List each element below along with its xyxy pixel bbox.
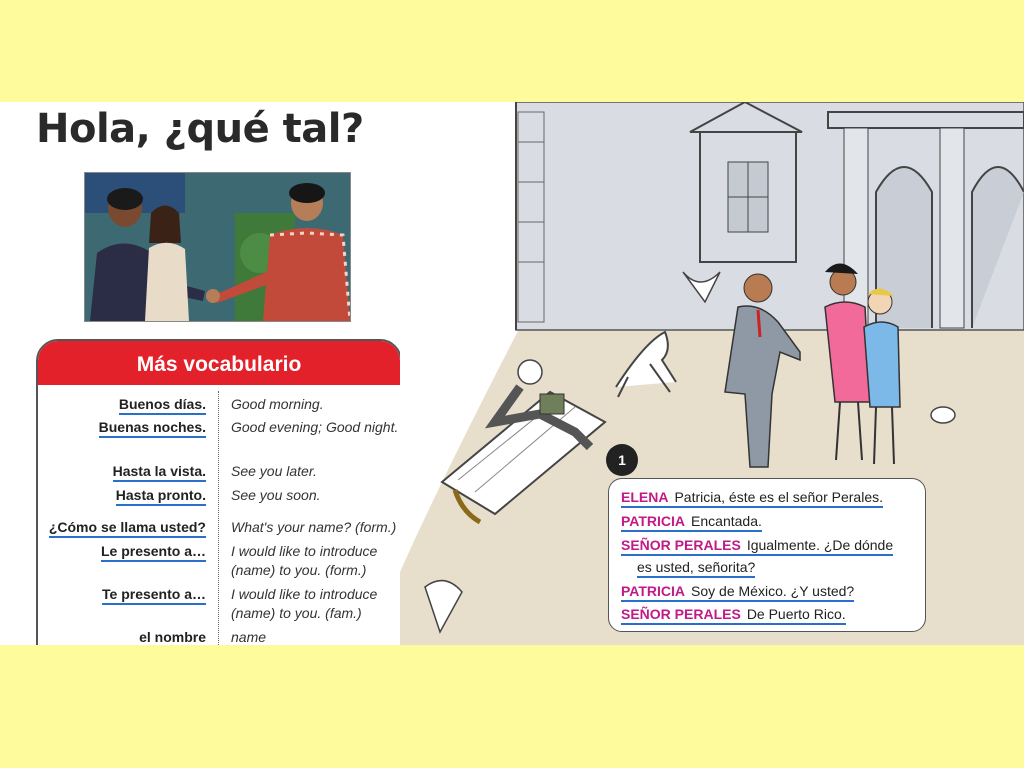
page-title: Hola, ¿qué tal?: [36, 106, 364, 152]
vocab-spanish: Te presento a…: [102, 586, 206, 605]
dialog-speaker: SEÑOR PERALES: [621, 606, 741, 622]
dialog-speaker: SEÑOR PERALES: [621, 537, 741, 553]
dialog-line-continuation: [637, 559, 755, 575]
vocab-english: I would like to introduce (name) to you. (form.): [231, 543, 378, 578]
textbook-page: [0, 102, 1024, 645]
vocab-spanish: Buenos días.: [119, 396, 206, 415]
dialog-number-badge: 1: [606, 444, 638, 476]
vocab-english: Good evening; Good night.: [231, 419, 399, 435]
vocab-spanish: Hasta pronto.: [116, 487, 206, 506]
vocab-english: See you later.: [231, 463, 317, 479]
greeting-photo: [84, 172, 351, 322]
dialog-line: [621, 537, 893, 553]
dialog-text: Encantada.: [691, 513, 762, 529]
vocab-english: I would like to introduce (name) to you. (fam.): [231, 586, 378, 621]
dialog-box: [608, 478, 926, 632]
vocabulary-divider: [218, 391, 219, 645]
vocabulary-header: Más vocabulario: [38, 341, 400, 385]
vocab-spanish: ¿Cómo se llama usted?: [49, 519, 206, 538]
dialog-text: De Puerto Rico.: [746, 606, 846, 622]
dialog-text: Igualmente. ¿De dónde: [746, 537, 894, 553]
dialog-text: Patricia, éste es el señor Perales.: [674, 489, 883, 505]
vocab-english: name: [231, 629, 267, 645]
vocab-english: What's your name? (form.): [231, 519, 397, 535]
vocab-spanish: Buenas noches.: [99, 419, 206, 438]
dialog-line: [621, 513, 762, 529]
dialog-speaker: PATRICIA: [621, 583, 686, 599]
vocab-english: Good morning.: [231, 396, 324, 412]
vocab-spanish: el nombre: [139, 629, 206, 645]
dialog-line: [621, 606, 846, 622]
dialog-line: [621, 583, 854, 599]
dialog-line: [621, 489, 883, 505]
dialog-text: es usted, señorita?: [637, 559, 755, 578]
vocab-spanish: Hasta la vista.: [113, 463, 206, 482]
dialog-text: Soy de México. ¿Y usted?: [691, 583, 855, 599]
dialog-speaker: ELENA: [621, 489, 669, 505]
vocabulary-box: [36, 339, 402, 645]
vocab-english: See you soon.: [231, 487, 321, 503]
dialog-speaker: PATRICIA: [621, 513, 686, 529]
vocab-spanish: Le presento a…: [101, 543, 206, 562]
